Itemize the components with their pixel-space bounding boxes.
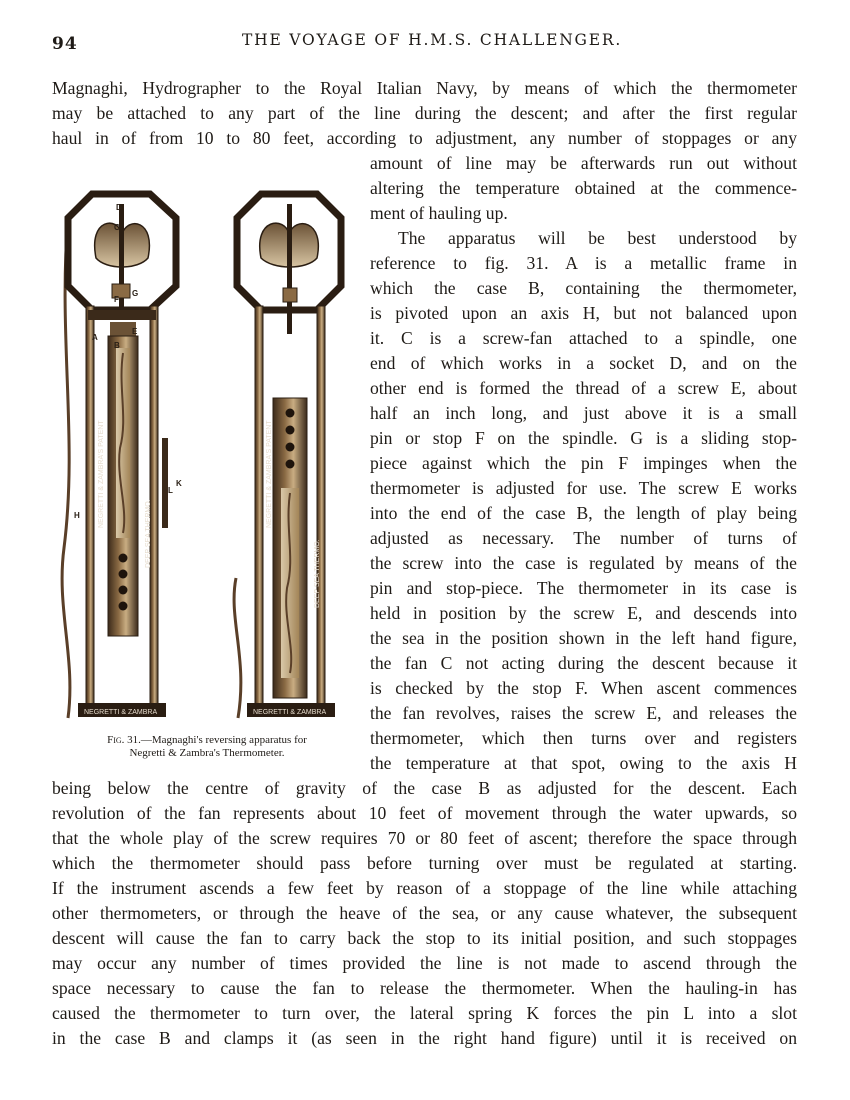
caption-figure-label: Fig. 31.: [107, 734, 141, 746]
caption-text-line2: Negretti & Zambra's Thermometer.: [129, 747, 285, 759]
figure-caption: [62, 734, 352, 760]
label-d: D: [116, 203, 122, 212]
text-line: other thermometers, or through the heave of the sea, or any cause whatever, the subsequent: [52, 903, 797, 923]
label-g: G: [132, 289, 139, 298]
text-line: descent will cause the fan to carry back the stop to its initial position, and such stoppages: [52, 928, 797, 948]
text-line: the screw into the case is regulated by means of the: [370, 553, 797, 573]
caption-text-line1: —Magnaghi's reversing apparatus for: [140, 734, 307, 746]
label-k: K: [176, 479, 182, 488]
page-header: [52, 28, 797, 58]
label-f: F: [114, 295, 119, 304]
figure-31: [58, 188, 353, 728]
rope-left: [62, 218, 70, 718]
text-line: being below the centre of gravity of the case B as adjusted for the descent. Each: [52, 778, 797, 798]
running-head: THE VOYAGE OF H.M.S. CHALLENGER.: [242, 31, 623, 49]
text-line: which the thermometer should pass before turning over must be regulated at starting.: [52, 853, 797, 873]
text-line: the fan C not acting during the descent because it: [370, 653, 797, 673]
text-line: pin or stop F on the spindle. G is a sliding stop-: [370, 428, 797, 448]
label-c: C: [114, 223, 120, 232]
text-line: it. C is a screw-fan attached to a spindle, one: [370, 328, 797, 348]
text-line: that the whole play of the screw requires 70 or 80 feet of ascent; therefore the space through: [52, 828, 797, 848]
label-e: E: [132, 327, 138, 336]
text-line: is pivoted upon an axis H, but not balanced upon: [370, 303, 797, 323]
engraving-base-left: NEGRETTI & ZAMBRA: [84, 709, 158, 716]
text-line: If the instrument ascends a few feet by reason of a stoppage of the line while attaching: [52, 878, 797, 898]
text-line: pin and stop-piece. The thermometer in its case is: [370, 578, 797, 598]
text-line: amount of line may be afterwards run out without: [370, 153, 797, 173]
label-h: H: [74, 511, 80, 520]
text-line: which the case B, containing the thermometer,: [370, 278, 797, 298]
text-line: the sea in the position shown in the left hand figure,: [370, 628, 797, 648]
text-line: may occur any number of times provided the line is not made to ascend through the: [52, 953, 797, 973]
text-line: revolution of the fan represents about 10 feet of movement through the water upwards, so: [52, 803, 797, 823]
label-b: B: [114, 341, 120, 350]
text-line: altering the temperature obtained at the commence-: [370, 178, 797, 198]
text-line: may be attached to any part of the line during the descent; and after the first regular: [52, 103, 797, 123]
text-line: into the end of the case B, the length of play being: [370, 503, 797, 523]
text-line: thermometer, which then turns over and registers: [370, 728, 797, 748]
text-line: end of which works in a socket D, and on the: [370, 353, 797, 373]
text-line: ment of hauling up.: [370, 203, 508, 223]
label-a: A: [92, 333, 98, 342]
page-number: 94: [52, 34, 78, 54]
rope-right: [234, 578, 241, 718]
right-apparatus: [237, 194, 341, 717]
text-line: the fan revolves, raises the screw E, and releases the: [370, 703, 797, 723]
left-apparatus: [68, 194, 182, 717]
text-line: half an inch long, and just above it is a small: [370, 403, 797, 423]
text-line: space necessary to cause the fan to release the thermometer. When the hauling-in has: [52, 978, 797, 998]
text-line: piece against which the pin F impinges when the: [370, 453, 797, 473]
thermometer-illustration: [58, 188, 353, 728]
text-line: in the case B and clamps it (as seen in the right hand figure) until it is received on: [52, 1028, 797, 1048]
text-line: thermometer is adjusted for use. The screw E works: [370, 478, 797, 498]
text-line: the temperature at that spot, owing to the axis H: [370, 753, 797, 773]
text-line: held in position by the screw E, and descends into: [370, 603, 797, 623]
text-line: adjusted as necessary. The number of turns of: [370, 528, 797, 548]
text-line: caused the thermometer to turn over, the lateral spring K forces the pin L into a slot: [52, 1003, 797, 1023]
label-l: L: [168, 486, 173, 495]
text-line: The apparatus will be best understood by: [398, 228, 797, 248]
engraving-side-right-1: NEGRETTI & ZAMBRA'S PATENT: [266, 420, 273, 528]
text-line: other end is formed the thread of a screw E, about: [370, 378, 797, 398]
engraving-side-left-1: NEGRETTI & ZAMBRA'S PATENT: [98, 420, 105, 528]
text-line: haul in of from 10 to 80 feet, according to adjustment, any number of stoppages or any: [52, 128, 797, 148]
engraving-base-right: NEGRETTI & ZAMBRA: [253, 709, 327, 716]
engraving-side-left-2: DEEP SEA THERMO.: [145, 499, 152, 568]
engraving-side-right-2: DEEP SEA THERMO.: [314, 539, 321, 608]
text-line: is checked by the stop F. When ascent commences: [370, 678, 797, 698]
text-line: reference to fig. 31. A is a metallic frame in: [370, 253, 797, 273]
text-line: Magnaghi, Hydrographer to the Royal Italian Navy, by means of which the thermometer: [52, 78, 797, 98]
